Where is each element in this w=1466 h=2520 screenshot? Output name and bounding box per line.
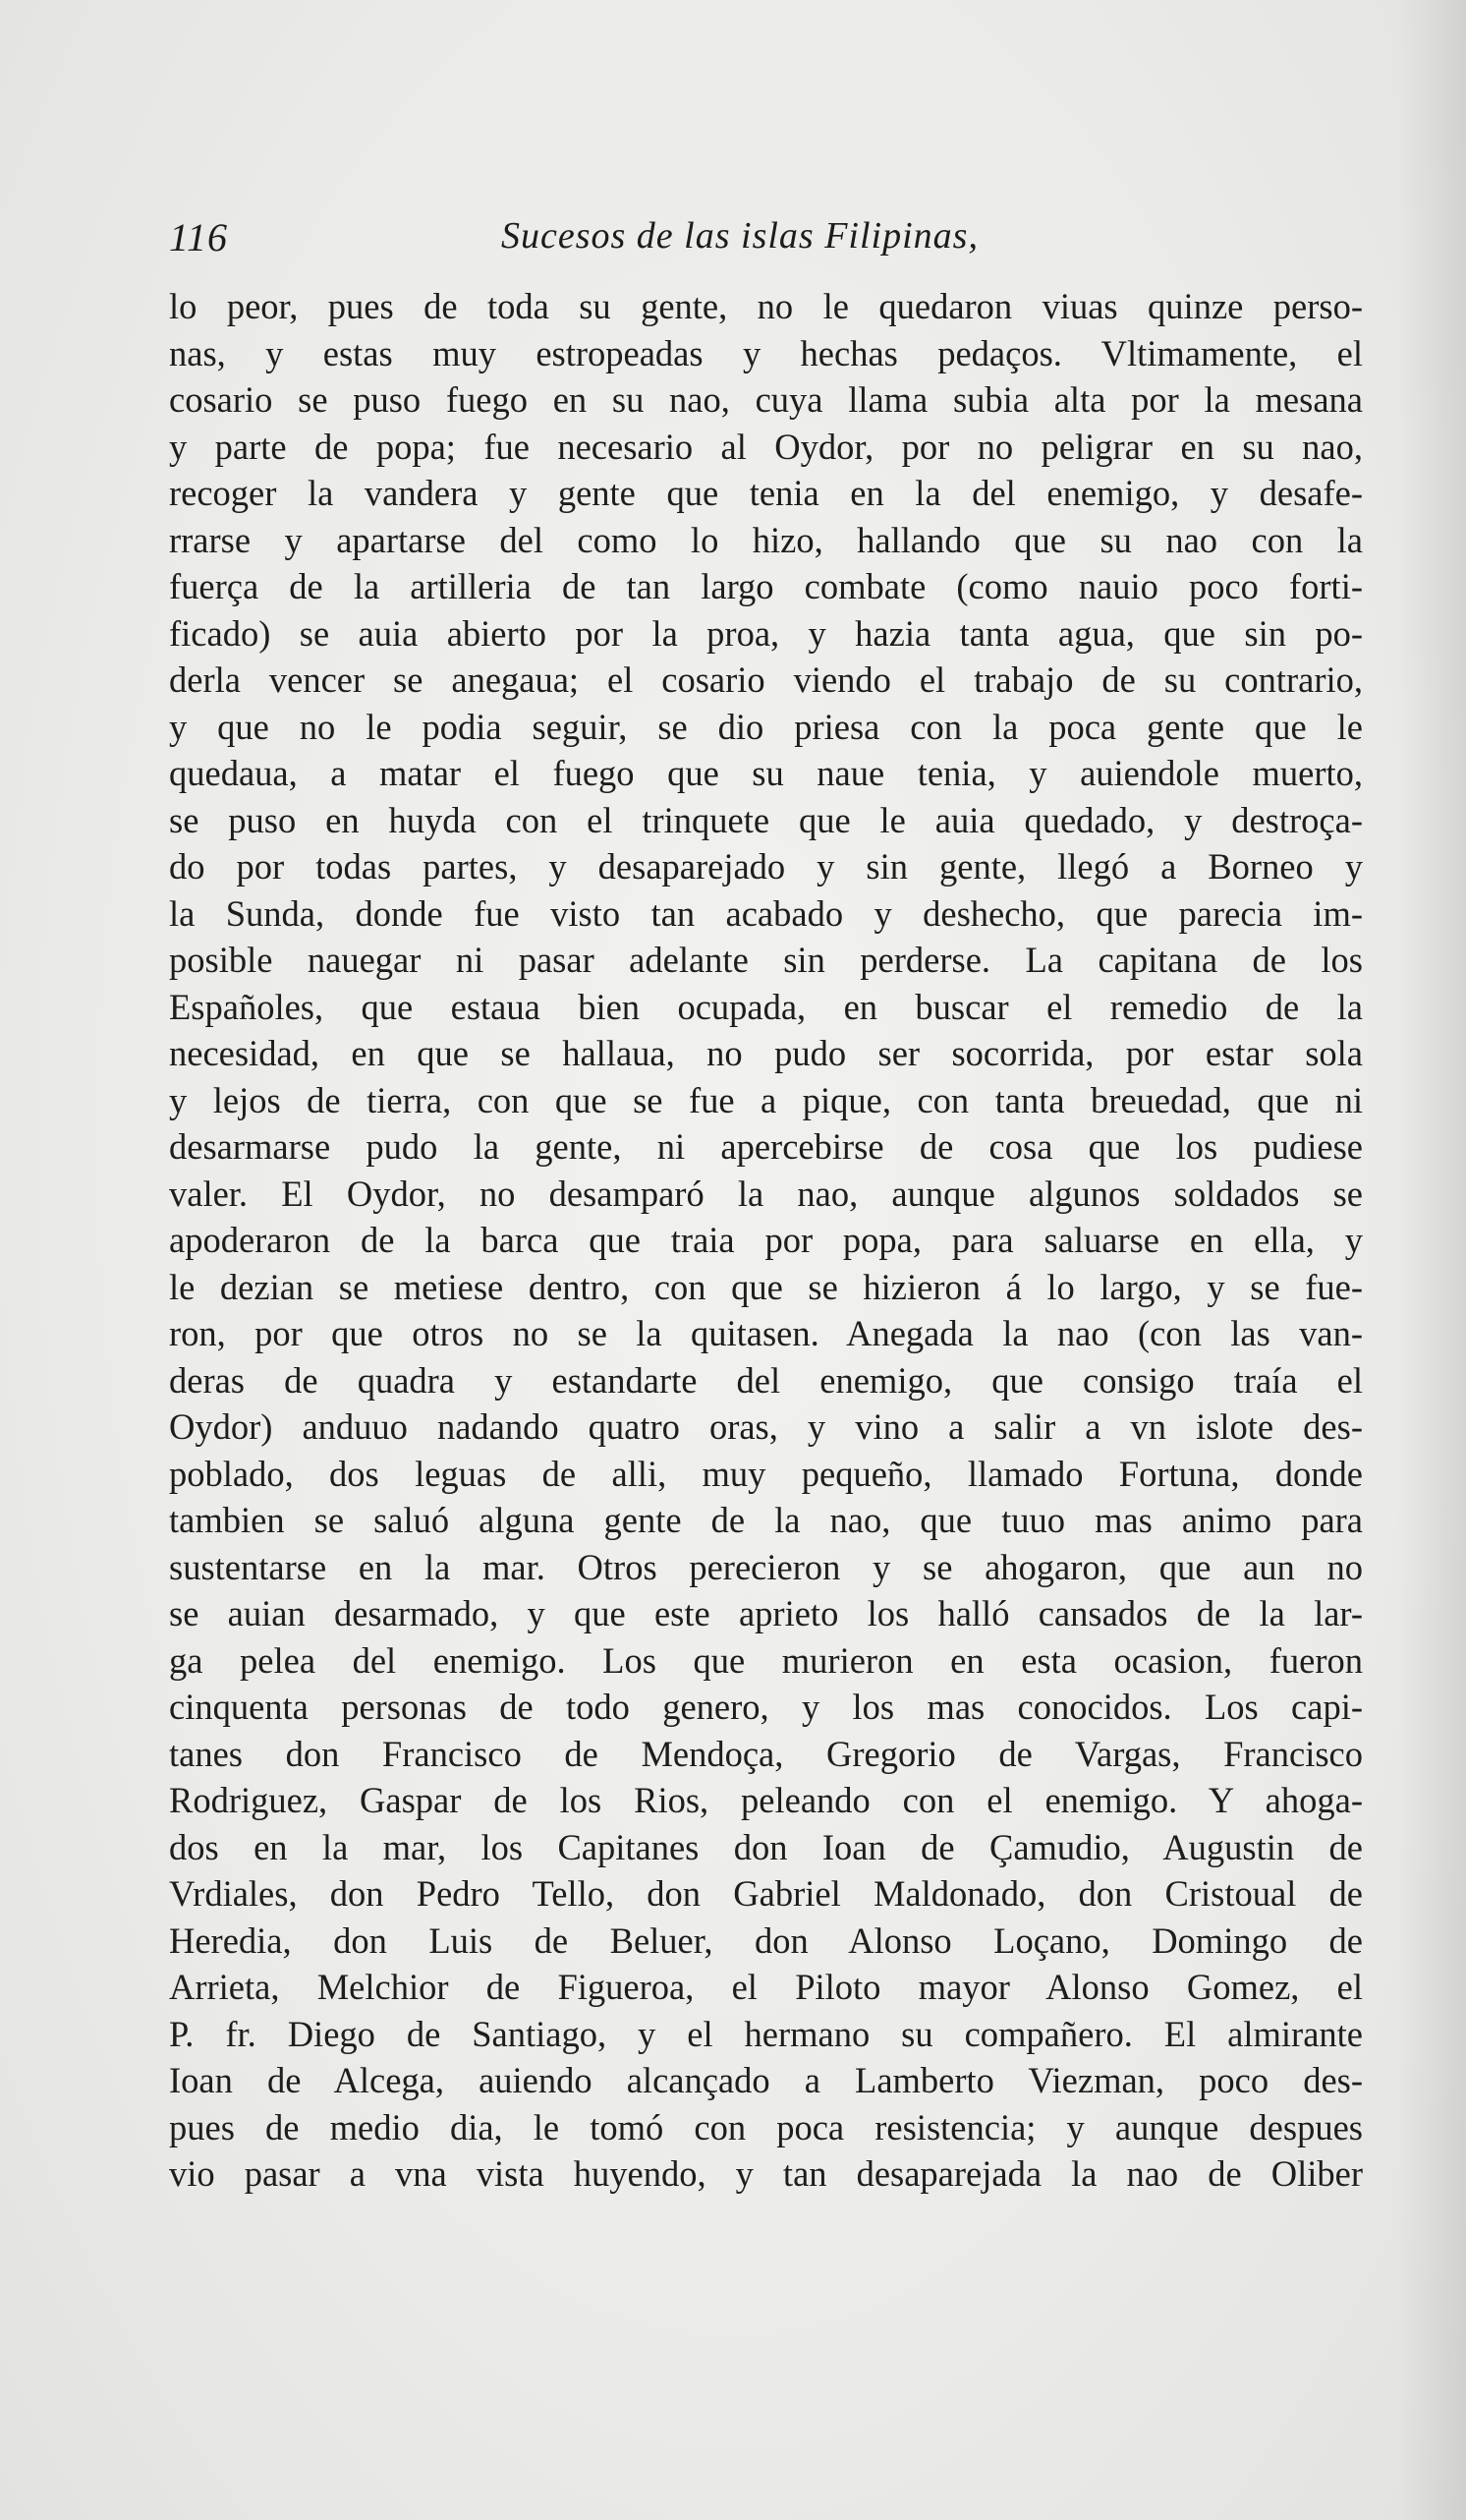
text-line: Heredia, don Luis de Beluer, don Alonso Loçano, Domingo de [169,1919,1363,1961]
page-edge-shadow [1397,0,1466,2520]
text-line: tambien se saluó alguna gente de la nao, que tuuo mas animo para [169,1500,1363,1540]
text-line: deras de quadra y estandarte del enemigo, que consigo traía el [169,1359,1363,1401]
text-line: pues de medio dia, le tomó con poca resistencia; y aunque despues [169,2106,1363,2148]
text-line: P. fr. Diego de Santiago, y el hermano su compañero. El almirante [169,2013,1363,2054]
text-line: apoderaron de la barca que traia por popa, para saluarse en ella, y [169,1220,1363,1260]
text-line: sustentarse en la mar. Otros perecieron y se ahogaron, que aun no [169,1546,1363,1587]
text-line: posible nauegar ni pasar adelante sin perderse. La capitana de los [169,940,1363,980]
text-line: poblado, dos leguas de alli, muy pequeño, llamado Fortuna, donde [169,1453,1363,1494]
text-line: ron, por que otros no se la quitasen. Anegada la nao (con las van- [169,1313,1363,1353]
text-line: Oydor) anduuo nadando quatro oras, y vino a salir a vn islote des- [169,1406,1363,1447]
text-line: ficado) se auia abierto por la proa, y hazia tanta agua, que sin po- [169,612,1363,654]
text-line: se auian desarmado, y que este aprieto los halló cansados de la lar- [169,1593,1363,1633]
text-line: valer. El Oydor, no desamparó la nao, aunque algunos soldados se [169,1173,1363,1214]
text-line: Vrdiales, don Pedro Tello, don Gabriel Maldonado, don Cristoual de [169,1873,1363,1914]
text-line: fuerça de la artilleria de tan largo combate (como nauio poco forti- [169,566,1363,606]
text-line: se puso en huyda con el trinquete que le auia quedado, y destroça- [169,799,1363,840]
text-line: ga pelea del enemigo. Los que murieron en esta ocasion, fueron [169,1639,1363,1681]
text-line: recoger la vandera y gente que tenia en la del enemigo, y desafe- [169,473,1363,513]
text-line: nas, y estas muy estropeadas y hechas pedaços. Vltimamente, el [169,332,1363,373]
page-number: 116 [169,215,229,259]
running-header [169,204,1363,263]
text-line: la Sunda, donde fue visto tan acabado y deshecho, que parecia im- [169,892,1363,934]
text-line: cinquenta personas de todo genero, y los mas conocidos. Los capi- [169,1687,1363,1727]
text-line: y parte de popa; fue necesario al Oydor, por no peligrar en su nao, [169,426,1363,467]
text-line: necesidad, en que se hallaua, no pudo ser socorrida, por estar sola [169,1033,1363,1073]
text-line: dos en la mar, los Capitanes don Ioan de Çamudio, Augustin de [169,1826,1363,1867]
text-line: desarmarse pudo la gente, ni apercebirse de cosa que los pudiese [169,1126,1363,1167]
text-line: Rodriguez, Gaspar de los Rios, peleando con el enemigo. Y ahoga- [169,1780,1363,1820]
body-text [169,283,1363,2198]
running-title: Sucesos de las islas Filipinas, [501,215,979,257]
text-line: lo peor, pues de toda su gente, no le quedaron viuas quinze perso- [169,286,1363,326]
text-line: derla vencer se anegaua; el cosario viendo el trabajo de su contrario, [169,659,1363,700]
text-line: cosario se puso fuego en su nao, cuya llama subia alta por la mesana [169,379,1363,420]
text-line: tanes don Francisco de Mendoça, Gregorio de Vargas, Francisco [169,1733,1363,1774]
text-line: y lejos de tierra, con que se fue a pique, con tanta breuedad, que ni [169,1079,1363,1120]
text-line: do por todas partes, y desaparejado y sin gente, llegó a Borneo y [169,846,1363,887]
text-line: vio pasar a vna vista huyendo, y tan desaparejada la nao de Oliber [169,2153,1363,2194]
text-line: rrarse y apartarse del como lo hizo, hallando que su nao con la [169,519,1363,560]
text-line: Españoles, que estaua bien ocupada, en buscar el remedio de la [169,986,1363,1027]
text-line: Ioan de Alcega, auiendo alcançado a Lamberto Viezman, poco des- [169,2060,1363,2100]
text-line: y que no le podia seguir, se dio priesa con la poca gente que le [169,706,1363,747]
text-line: quedaua, a matar el fuego que su naue tenia, y auiendole muerto, [169,753,1363,793]
text-line: Arrieta, Melchior de Figueroa, el Piloto mayor Alonso Gomez, el [169,1967,1363,2007]
text-line: le dezian se metiese dentro, con que se hizieron á lo largo, y se fue- [169,1266,1363,1307]
